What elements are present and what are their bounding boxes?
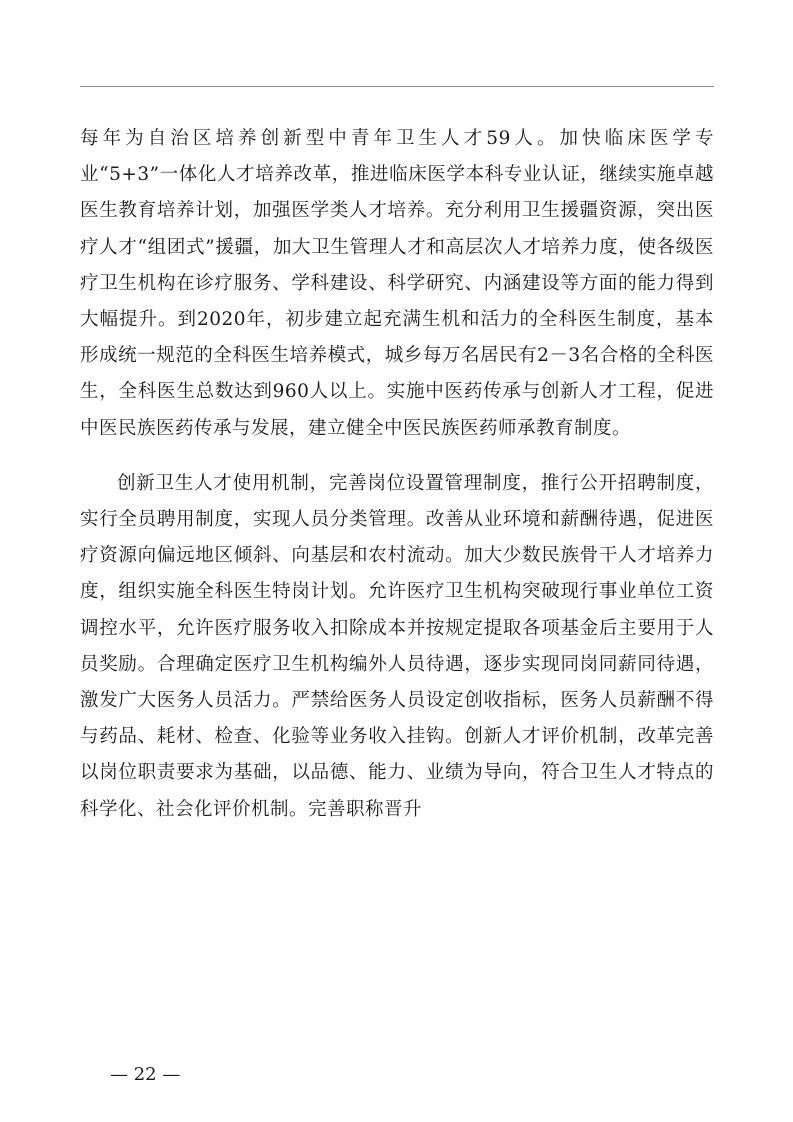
header-rule (80, 86, 714, 87)
paragraph-2: 创新卫生人才使用机制，完善岗位设置管理制度，推行公开招聘制度，实行全员聘用制度，实现人员分类管理。改善从业环境和薪酬待遇，促进医疗资源向偏远地区倾斜、向基层和农村流动。加大少数民族骨干人才培养力度，组织实施全科医生特岗计划。允许医疗卫生机构突破现行事业单位工资调控水平，允许医疗服务收入扣除成本并按规定提取各项基金后主要用于人员奖励。合理确定医疗卫生机构编外人员待遇，逐步实现同岗同薪同待遇，激发广大医务人员活力。严禁给医务人员设定创收指标，医务人员薪酬不得与药品、耗材、检查、化验等业务收入挂钩。创新人才评价机制，改革完善以岗位职责要求为基础，以品德、能力、业绩为导向，符合卫生人才特点的科学化、社会化评价机制。完善职称晋升 (80, 472, 714, 820)
paragraph-1: 每年为自治区培养创新型中青年卫生人才59人。加快临床医学专业“5+3”一体化人才培养改革，推进临床医学本科专业认证，继续实施卓越医生教育培养计划，加强医学类人才培养。充分利用卫生援疆资源，突出医疗人才“组团式”援疆，加大卫生管理人才和高层次人才培养力度，使各级医疗卫生机构在诊疗服务、学科建设、科学研究、内涵建设等方面的能力得到大幅提升。到2020年，初步建立起充满生机和活力的全科医生制度，基本形成统一规范的全科医生培养模式，城乡每万名居民有2－3名合格的全科医生，全科医生总数达到960人以上。实施中医药传承与创新人才工程，促进中医民族医药传承与发展，建立健全中医民族医药师承教育制度。 (80, 128, 714, 439)
body-text (80, 121, 714, 828)
page-number: — 22 — (110, 1064, 181, 1085)
